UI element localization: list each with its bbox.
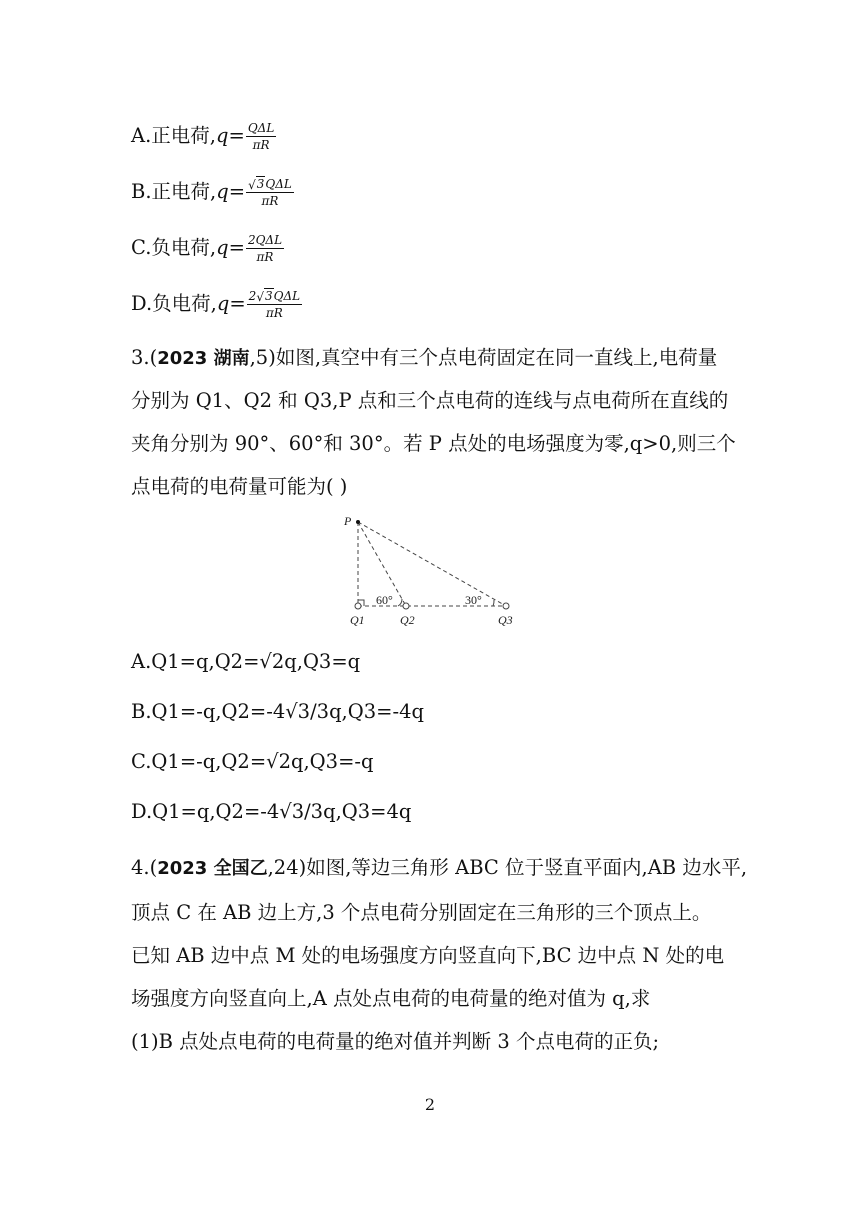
q4-line-1: 4.(2023 全国乙,24)如图,等边三角形 ABC 位于竖直平面内,AB 边水平, — [131, 856, 748, 879]
q2-option-a: A.正电荷,q= $\frac{\text{QΔL}}{\pi R}$ — [131, 121, 275, 152]
label-30: 30° — [465, 593, 482, 607]
point-p — [356, 520, 360, 524]
label-q1: Q1 — [350, 613, 365, 627]
fraction: $\frac{\text{QΔL}}{\pi R}$ — [247, 121, 275, 152]
fraction: $\frac{\text{2√3QΔL}}{\pi R}$ — [248, 289, 301, 320]
label-p: P — [344, 514, 352, 528]
q3-source: 2023 湖南 — [157, 348, 250, 369]
q3-option-c: C.Q1=-q,Q2=√2q,Q3=-q — [131, 750, 374, 773]
label-q3: Q3 — [498, 613, 513, 627]
charge-q1 — [355, 603, 361, 609]
q3-option-a: A.Q1=q,Q2=√2q,Q3=q — [131, 650, 361, 673]
q3-figure — [340, 510, 530, 630]
label-q2: Q2 — [400, 613, 415, 627]
q2-option-c: C.负电荷,q= $\frac{\text{2QΔL}}{\pi R}$ — [131, 233, 283, 264]
angle-60-arc — [398, 599, 402, 606]
q4-line-4: 场强度方向竖直向上,A 点处点电荷的电荷量的绝对值为 q,求 — [131, 987, 651, 1010]
q3-line-3: 夹角分别为 90°、60°和 30°。若 P 点处的电场强度为零,q>0,则三个 — [131, 432, 736, 455]
fraction: $\frac{\text{√3QΔL}}{\pi R}$ — [248, 177, 292, 208]
label-60: 60° — [376, 593, 393, 607]
angle-30-arc — [493, 600, 494, 606]
fraction: $\frac{\text{2QΔL}}{\pi R}$ — [247, 233, 283, 264]
q4-source: 2023 全国乙 — [157, 858, 268, 879]
q3-line-2: 分别为 Q1、Q2 和 Q3,P 点和三个点电荷的连线与点电荷所在直线的 — [131, 389, 729, 412]
q2-option-d: D.负电荷,q= $\frac{\text{2√3QΔL}}{\pi R}$ — [131, 289, 301, 320]
page-number: 2 — [424, 1095, 436, 1114]
q3-option-d: D.Q1=q,Q2=-4√3/3q,Q3=4q — [131, 800, 412, 823]
q3-line-4: 点电荷的电荷量可能为( ) — [131, 475, 348, 498]
q3-option-b: B.Q1=-q,Q2=-4√3/3q,Q3=-4q — [131, 700, 424, 723]
charge-q3 — [503, 603, 509, 609]
q2-option-b: B.正电荷,q= $\frac{\text{√3QΔL}}{\pi R}$ — [131, 177, 292, 208]
q4-line-3: 已知 AB 边中点 M 处的电场强度方向竖直向下,BC 边中点 N 处的电 — [131, 944, 725, 967]
q4-line-2: 顶点 C 在 AB 边上方,3 个点电荷分别固定在三角形的三个顶点上。 — [131, 901, 712, 924]
q3-line-1: 3.(2023 湖南,5)如图,真空中有三个点电荷固定在同一直线上,电荷量 — [131, 346, 718, 369]
q4-line-5: (1)B 点处点电荷的电荷量的绝对值并判断 3 个点电荷的正负; — [131, 1030, 660, 1053]
charge-q2 — [403, 603, 409, 609]
